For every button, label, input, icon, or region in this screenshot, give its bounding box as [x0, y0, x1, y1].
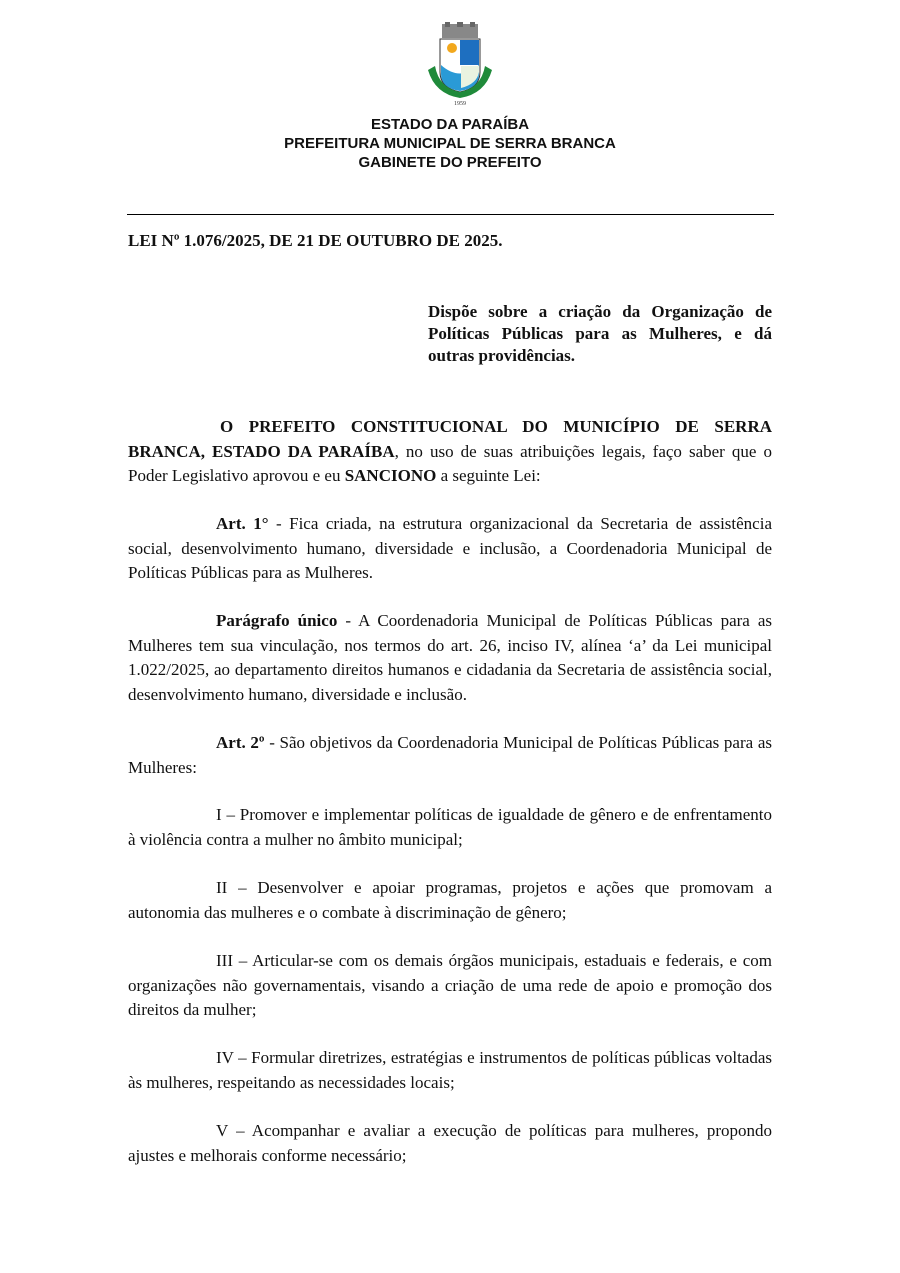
law-title: LEI Nº 1.076/2025, DE 21 DE OUTUBRO DE 2025.	[128, 231, 503, 250]
preamble-bold: O PREFEITO CONSTITUCIONAL DO MUNICÍPIO DE SERRA BRANCA, ESTADO DA PARAÍBA	[128, 417, 772, 461]
header-gabinete: GABINETE DO PREFEITO	[358, 154, 542, 171]
preamble-text: , no uso de suas atribuições legais, faço saber que o Poder Legislativo aprovou e eu	[128, 441, 772, 485]
inciso-ii: II – Desenvolver e apoiar programas, projetos e ações que promovam a autonomia das mulheres e o combate à discriminação de gênero;	[128, 878, 772, 922]
header-prefeitura: PREFEITURA MUNICIPAL DE SERRA BRANCA	[284, 135, 616, 152]
municipal-coat-of-arms-logo	[425, 22, 495, 107]
article-1-text: - Fica criada, na estrutura organizacional da Secretaria de assistência social, desenvolvimento humano, diversidade e inclusão, a Coordenadoria Municipal de Políticas Públicas para as Mulheres.	[128, 514, 772, 582]
paragrafo-unico	[128, 609, 772, 707]
article-1	[128, 512, 772, 586]
preamble	[128, 415, 772, 489]
header-divider	[127, 214, 774, 215]
inciso-v: V – Acompanhar e avaliar a execução de políticas para mulheres, propondo ajustes e melhorais conforme necessário;	[128, 1121, 772, 1165]
svg-text:1959: 1959	[454, 101, 466, 107]
article-1-label: Art. 1°	[216, 514, 269, 533]
paragrafo-unico-text: - A Coordenadoria Municipal de Políticas Públicas para as Mulheres tem sua vinculação, nos termos do art. 26, inciso IV, alínea ‘a’ da Lei municipal 1.022/2025, ao departamento direitos humanos e cidadania da Secretaria de assistência social, desenvolvimento humano, diversidade e inclusão.	[128, 611, 772, 704]
law-ementa: Dispõe sobre a criação da Organização de Políticas Públicas para as Mulheres, e dá outras providências.	[428, 302, 772, 365]
preamble-text-end: a seguinte Lei:	[436, 466, 541, 485]
inciso-iv: IV – Formular diretrizes, estratégias e instrumentos de políticas públicas voltadas às mulheres, respeitando as necessidades locais;	[128, 1048, 772, 1092]
inciso-i: I – Promover e implementar políticas de igualdade de gênero e de enfrentamento à violência contra a mulher no âmbito municipal;	[128, 805, 772, 849]
inciso-iii: III – Articular-se com os demais órgãos municipais, estaduais e federais, e com organizações não governamentais, visando a criação de uma rede de apoio e promoção dos direitos da mulher;	[128, 951, 772, 1019]
article-2-label: Art. 2º	[216, 733, 265, 752]
paragrafo-unico-label: Parágrafo único	[216, 611, 338, 630]
header-state: ESTADO DA PARAÍBA	[370, 116, 530, 133]
article-2	[128, 731, 772, 780]
sanciono: SANCIONO	[344, 466, 437, 485]
article-2-text: - São objetivos da Coordenadoria Municipal de Políticas Públicas para as Mulheres:	[128, 733, 772, 777]
